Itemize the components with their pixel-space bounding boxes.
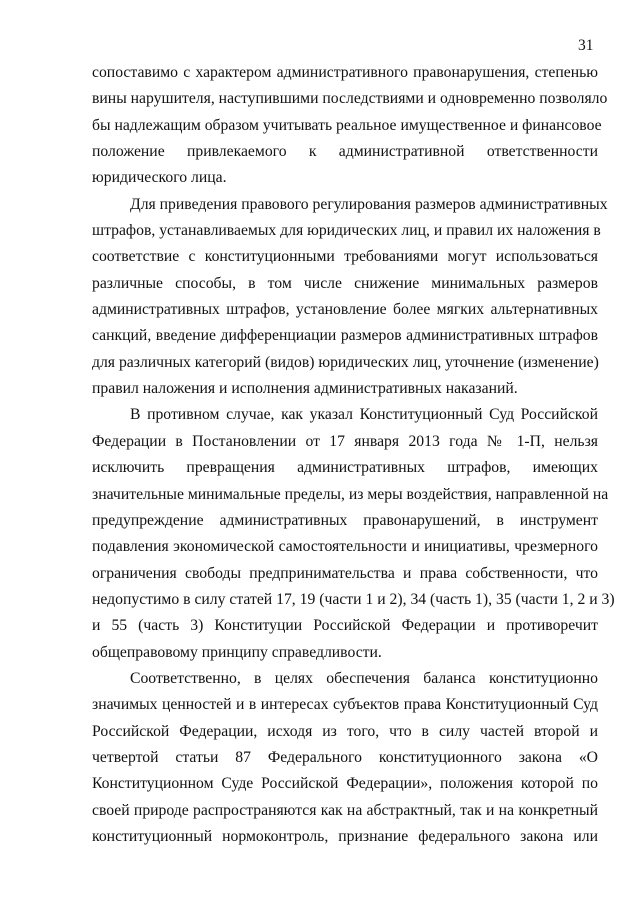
- text-line: конституционный нормоконтроль, признание федерального закона или: [92, 827, 598, 845]
- text-line: подавления экономической самостоятельности и инициативы, чрезмерного: [92, 538, 598, 556]
- paragraph: [92, 402, 615, 665]
- text-line: четвертой статьи 87 Федерального конституционного закона «О: [92, 748, 598, 766]
- text-line: общеправовому принципу справедливости.: [92, 643, 382, 661]
- text-line: значимых ценностей и в интересах субъектов права Конституционный Суд: [92, 696, 598, 714]
- text-line: Российской Федерации, исходя из того, что в силу частей второй и: [92, 722, 598, 740]
- paragraph: [92, 60, 608, 192]
- text-line: бы надлежащим образом учитывать реальное имущественное и финансовое: [92, 116, 602, 134]
- text-line: ограничения свободы предпринимательства и права собственности, что: [92, 564, 598, 582]
- page-number: 31: [578, 37, 594, 54]
- text-line: исключить превращения административных штрафов, имеющих: [92, 459, 598, 477]
- paragraph: [92, 666, 598, 850]
- document-body: [92, 60, 615, 850]
- text-line: и 55 (часть 3) Конституции Российской Федерации и противоречит: [92, 617, 598, 635]
- text-line: юридического лица.: [92, 169, 227, 187]
- text-line: различные способы, в том числе снижение минимальных размеров: [92, 274, 598, 292]
- text-line: В противном случае, как указал Конституционный Суд Российской: [130, 406, 598, 424]
- text-line: своей природе распространяются как на абстрактный, так и на конкретный: [92, 801, 598, 819]
- text-line: санкций, введение дифференциации размеров административных штрафов: [92, 327, 598, 345]
- paragraph: [92, 192, 608, 403]
- text-line: для различных категорий (видов) юридических лиц, уточнение (изменение): [92, 353, 599, 371]
- text-line: недопустимо в силу статей 17, 19 (части 1 и 2), 34 (часть 1), 35 (части 1, 2 и 3): [92, 590, 615, 608]
- text-line: Соответственно, в целях обеспечения баланса конституционно: [130, 669, 598, 687]
- text-line: административных штрафов, установление более мягких альтернативных: [92, 301, 598, 319]
- text-line: значительные минимальные пределы, из меры воздействия, направленной на: [92, 485, 609, 503]
- text-line: сопоставимо с характером административного правонарушения, степенью: [92, 64, 598, 81]
- text-line: вины нарушителя, наступившими последствиями и одновременно позволяло: [92, 90, 608, 108]
- text-line: Для приведения правового регулирования размеров административных: [130, 195, 608, 213]
- text-line: штрафов, устанавливаемых для юридических лиц, и правил их наложения в: [92, 222, 601, 240]
- text-line: положение привлекаемого к административной ответственности: [92, 143, 598, 161]
- text-line: правил наложения и исполнения административных наказаний.: [92, 380, 518, 398]
- text-line: соответствие с конституционными требованиями могут использоваться: [92, 248, 598, 266]
- text-line: Федерации в Постановлении от 17 января 2013 года № 1-П, нельзя: [92, 432, 598, 450]
- text-line: Конституционном Суде Российской Федерации», положения которой по: [92, 775, 598, 793]
- text-line: предупреждение административных правонарушений, в инструмент: [92, 511, 598, 529]
